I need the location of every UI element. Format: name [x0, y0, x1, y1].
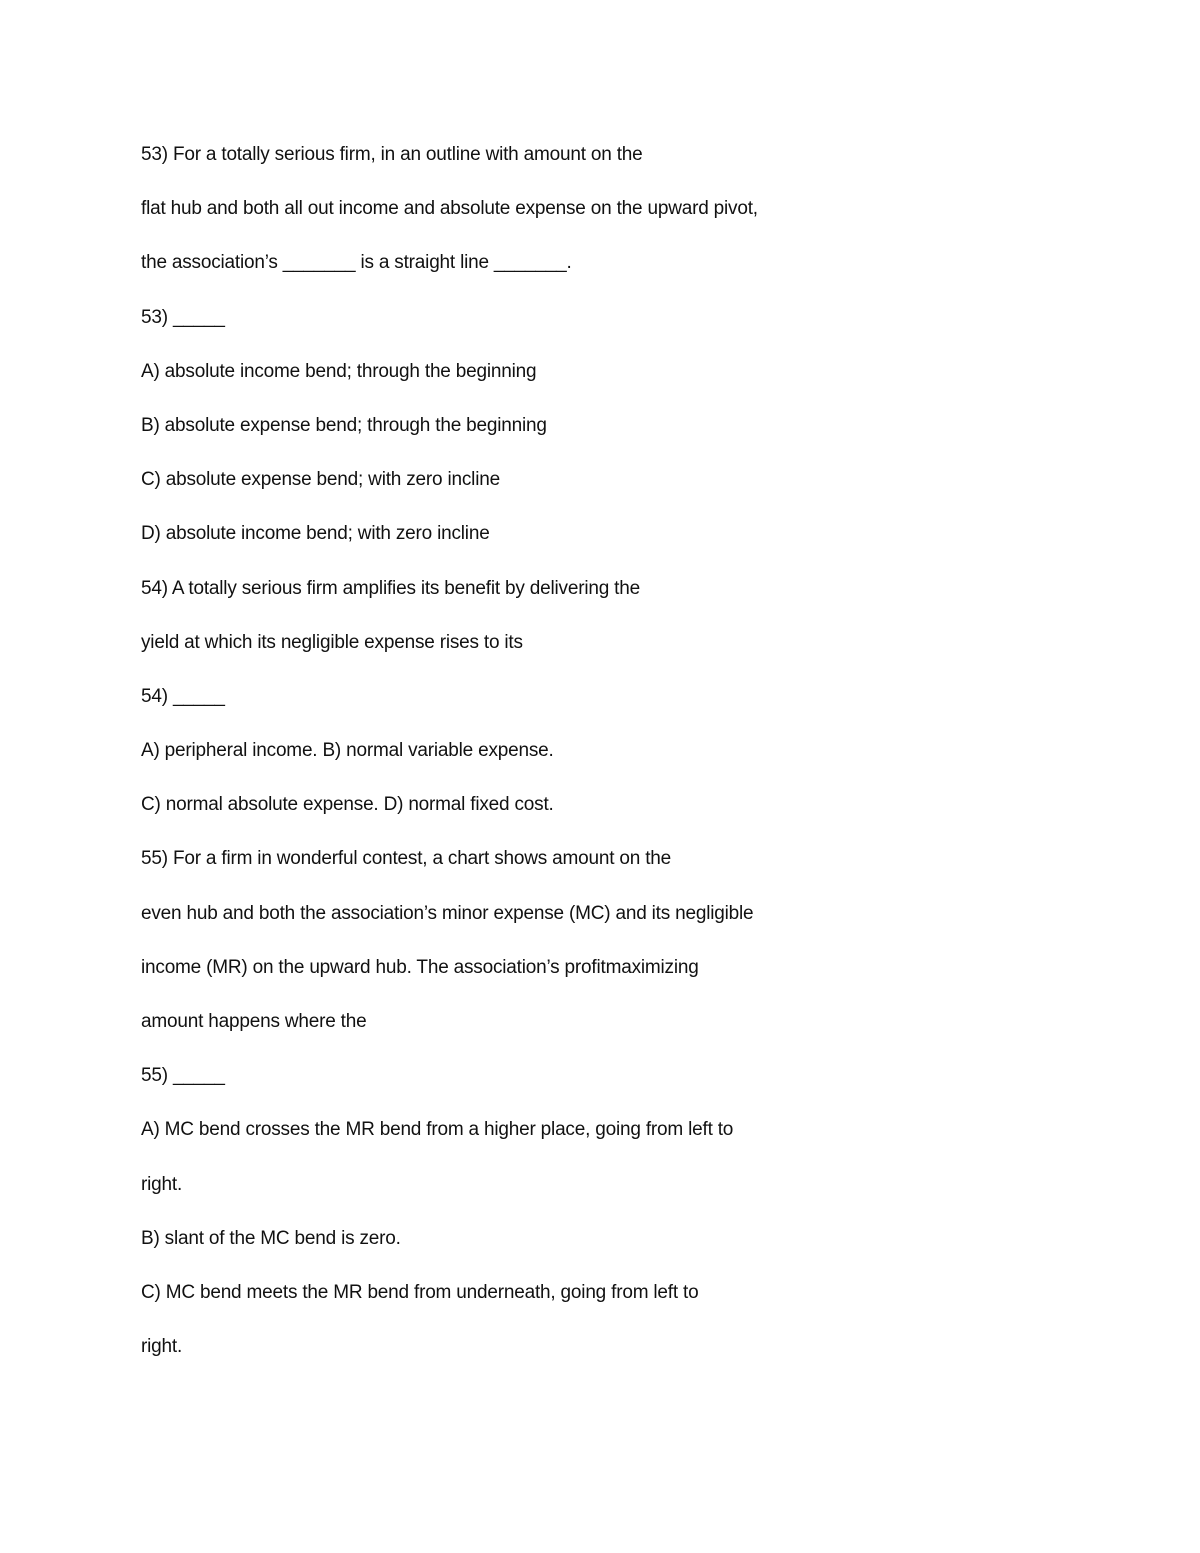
question-55-stem-line-3: income (MR) on the upward hub. The association’s profitmaximizing — [141, 956, 699, 978]
question-55-option-b: B) slant of the MC bend is zero. — [141, 1227, 401, 1249]
question-53-option-a: A) absolute income bend; through the beginning — [141, 360, 537, 382]
question-55-stem-line-1: 55) For a firm in wonderful contest, a chart shows amount on the — [141, 848, 672, 870]
question-53-option-d: D) absolute income bend; with zero incline — [141, 523, 490, 545]
question-55-stem-line-2: even hub and both the association’s minor expense (MC) and its negligible — [141, 902, 754, 924]
question-54-options-ab: A) peripheral income. B) normal variable expense. — [141, 740, 554, 762]
question-55-option-c-line-1: C) MC bend meets the MR bend from underneath, going from left to — [141, 1281, 699, 1303]
question-54-options-cd: C) normal absolute expense. D) normal fixed cost. — [141, 794, 554, 816]
question-55-option-a-line-1: A) MC bend crosses the MR bend from a higher place, going from left to — [141, 1119, 734, 1141]
question-53-answer-blank: 53) _____ — [141, 306, 225, 328]
question-54-stem-line-1: 54) A totally serious firm amplifies its benefit by delivering the — [141, 577, 640, 599]
question-55-answer-blank: 55) _____ — [141, 1065, 225, 1087]
question-53-option-c: C) absolute expense bend; with zero incline — [141, 469, 500, 491]
question-53-option-b: B) absolute expense bend; through the beginning — [141, 414, 547, 436]
question-55-option-c-line-2: right. — [141, 1336, 183, 1358]
question-53-stem-line-1: 53) For a totally serious firm, in an outline with amount on the — [141, 144, 643, 165]
question-53-stem-line-2: flat hub and both all out income and absolute expense on the upward pivot, — [141, 198, 758, 220]
question-55-option-a-line-2: right. — [141, 1173, 183, 1195]
document-text — [141, 140, 1061, 1386]
question-53-stem-line-3: the association’s _______ is a straight line _______. — [141, 252, 572, 274]
question-55-stem-line-4: amount happens where the — [141, 1011, 367, 1032]
question-54-answer-blank: 54) _____ — [141, 685, 225, 707]
question-54-stem-line-2: yield at which its negligible expense rises to its — [141, 631, 523, 653]
